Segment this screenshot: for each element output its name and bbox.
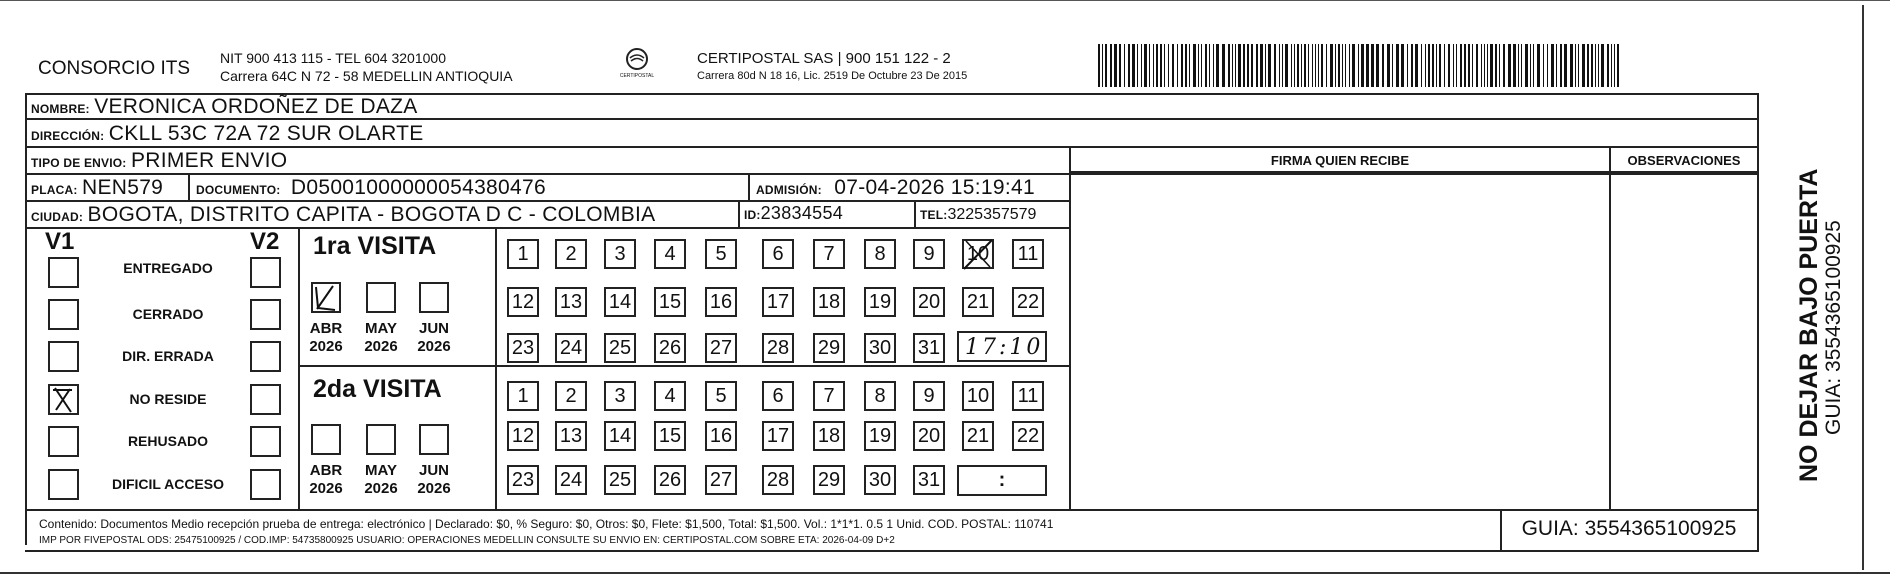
first-visit-day-30[interactable]: 30 xyxy=(864,333,896,363)
plate-value: NEN579 xyxy=(81,176,164,199)
v1-checkbox-dificil-acceso[interactable] xyxy=(48,469,79,500)
first-visit-day-2[interactable]: 2 xyxy=(555,239,587,269)
first-visit-day-6[interactable]: 6 xyxy=(762,239,794,269)
name-label: NOMBRE: xyxy=(31,102,90,116)
second-visit-day-23[interactable]: 23 xyxy=(507,465,539,495)
footer-imp: IMP POR FIVEPOSTAL ODS: 25475100925 / COD.IMP: 54735800925 USUARIO: OPERACIONES MEDELLIN CONSULTE SU ENVIO EN: CERTIPOSTAL.COM SOBRE ETA: 2026-04-09 D+2 xyxy=(39,535,895,546)
v2-checkbox-entregado[interactable] xyxy=(250,257,281,288)
month-name: ABR xyxy=(309,320,343,337)
month-name: MAY xyxy=(365,320,397,337)
first-visit-day-23[interactable]: 23 xyxy=(507,333,539,363)
first-visit-day-26[interactable]: 26 xyxy=(654,333,686,363)
address-row xyxy=(31,122,424,146)
month-year: 2026 xyxy=(417,480,451,497)
recipient-address: CKLL 53C 72A 72 SUR OLARTE xyxy=(108,122,424,145)
v2-checkbox-rehusado[interactable] xyxy=(250,426,281,457)
document-label: DOCUMENTO: xyxy=(196,183,281,197)
tel-label: TEL: xyxy=(920,208,948,222)
second-visit-day-17[interactable]: 17 xyxy=(762,421,794,451)
first-visit-day-21[interactable]: 21 xyxy=(962,287,994,317)
second-visit-month-may[interactable] xyxy=(366,424,396,455)
observations-area[interactable] xyxy=(1611,173,1757,509)
admission-label: ADMISIÓN: xyxy=(756,183,822,197)
v1-checkbox-no-reside[interactable] xyxy=(48,384,79,415)
v1-checkbox-rehusado[interactable] xyxy=(48,426,79,457)
first-visit-time-box[interactable] xyxy=(957,331,1047,362)
company-address: Carrera 64C N 72 - 58 MEDELLIN ANTIOQUIA xyxy=(220,68,513,84)
check-mark-icon xyxy=(960,237,996,271)
first-visit-day-15[interactable]: 15 xyxy=(654,287,686,317)
second-visit-day-4[interactable]: 4 xyxy=(654,381,686,411)
form-bottom-edge xyxy=(0,572,1890,574)
grid-bottom xyxy=(25,509,1759,511)
form-top-edge xyxy=(0,0,1890,1)
second-visit-day-10[interactable]: 10 xyxy=(962,381,994,411)
visit-days-divider xyxy=(495,227,497,510)
second-visit-title: 2da VISITA xyxy=(313,375,442,403)
v2-checkbox-dir-errada[interactable] xyxy=(250,341,281,372)
first-visit-month-jun[interactable] xyxy=(419,282,449,313)
second-visit-day-13[interactable]: 13 xyxy=(555,421,587,451)
shipment-type: PRIMER ENVIO xyxy=(130,149,288,172)
second-visit-day-14[interactable]: 14 xyxy=(604,421,636,451)
second-visit-day-5[interactable]: 5 xyxy=(705,381,737,411)
second-visit-time-box[interactable] xyxy=(957,465,1047,496)
admission-cell xyxy=(756,176,1035,200)
first-visit-day-12[interactable]: 12 xyxy=(507,287,539,317)
second-visit-day-2[interactable]: 2 xyxy=(555,381,587,411)
row-line-address-bottom xyxy=(25,146,1759,148)
second-visit-day-27[interactable]: 27 xyxy=(705,465,737,495)
month-name: ABR xyxy=(309,462,343,479)
second-visit-day-31[interactable]: 31 xyxy=(913,465,945,495)
second-visit-day-25[interactable]: 25 xyxy=(604,465,636,495)
tel-divider xyxy=(914,200,916,228)
company-name: CONSORCIO ITS xyxy=(38,58,191,79)
visit-option-label: NO RESIDE xyxy=(129,391,207,407)
first-visit-day-4[interactable]: 4 xyxy=(654,239,686,269)
second-visit-month-abr[interactable] xyxy=(311,424,341,455)
first-visit-day-28[interactable]: 28 xyxy=(762,333,794,363)
first-visit-day-20[interactable]: 20 xyxy=(913,287,945,317)
second-visit-time-separator: : xyxy=(998,469,1006,491)
type-label: TIPO DE ENVIO: xyxy=(31,156,127,170)
first-visit-month-abr[interactable] xyxy=(311,282,341,313)
logo-caption: CERTIPOSTAL xyxy=(619,73,655,79)
frame-left xyxy=(25,93,27,545)
second-visit-day-9[interactable]: 9 xyxy=(913,381,945,411)
certipostal-logo xyxy=(612,46,662,82)
carrier-name: CERTIPOSTAL SAS | 900 151 122 - 2 xyxy=(697,50,951,67)
visit-option-label: ENTREGADO xyxy=(123,260,213,276)
check-mark-icon xyxy=(50,386,77,413)
second-visit-day-28[interactable]: 28 xyxy=(762,465,794,495)
first-visit-day-5[interactable]: 5 xyxy=(705,239,737,269)
visit-option-label: DIFICIL ACCESO xyxy=(111,476,224,492)
company-nit: NIT 900 413 115 - TEL 604 3201000 xyxy=(220,50,446,66)
v1-checkbox-entregado[interactable] xyxy=(48,257,79,288)
v1-checkbox-cerrado[interactable] xyxy=(48,299,79,330)
first-visit-day-24[interactable]: 24 xyxy=(555,333,587,363)
first-visit-day-3[interactable]: 3 xyxy=(604,239,636,269)
first-visit-day-19[interactable]: 19 xyxy=(864,287,896,317)
admission-value: 07-04-2026 15:19:41 xyxy=(834,176,1035,199)
visit-options-divider xyxy=(298,227,300,510)
month-year: 2026 xyxy=(309,338,343,355)
v1-label: V1 xyxy=(45,228,75,255)
side-warning: NO DEJAR BAJO PUERTA xyxy=(1795,168,1823,482)
footer-bottom xyxy=(25,550,1759,552)
second-visit-day-6[interactable]: 6 xyxy=(762,381,794,411)
plate-divider xyxy=(188,173,190,201)
id-divider xyxy=(738,200,740,228)
month-year: 2026 xyxy=(417,338,451,355)
visit-split-line xyxy=(298,365,1071,367)
second-visit-day-30[interactable]: 30 xyxy=(864,465,896,495)
id-value: 23834554 xyxy=(760,203,844,223)
first-visit-month-label xyxy=(409,320,459,356)
first-visit-day-31[interactable]: 31 xyxy=(913,333,945,363)
first-visit-day-9[interactable]: 9 xyxy=(913,239,945,269)
visit-option-label: DIR. ERRADA xyxy=(122,348,214,364)
city-value: BOGOTA, DISTRITO CAPITA - BOGOTA D C - COLOMBIA xyxy=(87,203,656,226)
observations-header: OBSERVACIONES xyxy=(1627,153,1741,168)
second-visit-day-3[interactable]: 3 xyxy=(604,381,636,411)
document-value: D05001000000054380476 xyxy=(290,176,546,199)
second-visit-day-8[interactable]: 8 xyxy=(864,381,896,411)
name-row xyxy=(31,95,418,119)
first-visit-day-1[interactable]: 1 xyxy=(507,239,539,269)
v1-checkbox-dir-errada[interactable] xyxy=(48,341,79,372)
first-visit-day-27[interactable]: 27 xyxy=(705,333,737,363)
second-visit-day-21[interactable]: 21 xyxy=(962,421,994,451)
v2-checkbox-dificil-acceso[interactable] xyxy=(250,469,281,500)
second-visit-month-label xyxy=(356,462,406,498)
first-visit-day-8[interactable]: 8 xyxy=(864,239,896,269)
second-visit-day-18[interactable]: 18 xyxy=(813,421,845,451)
second-visit-day-24[interactable]: 24 xyxy=(555,465,587,495)
first-visit-day-22[interactable]: 22 xyxy=(1012,287,1044,317)
type-row xyxy=(31,149,287,173)
month-year: 2026 xyxy=(364,480,398,497)
document-cell xyxy=(196,176,546,200)
carrier-address: Carrera 80d N 18 16, Lic. 2519 De Octubre 23 De 2015 xyxy=(697,70,968,82)
month-year: 2026 xyxy=(309,480,343,497)
first-visit-month-label xyxy=(356,320,406,356)
month-name: JUN xyxy=(418,462,449,479)
second-visit-day-15[interactable]: 15 xyxy=(654,421,686,451)
v2-checkbox-cerrado[interactable] xyxy=(250,299,281,330)
plate-label: PLACA: xyxy=(31,183,78,197)
address-label: DIRECCIÓN: xyxy=(31,129,105,143)
second-visit-month-jun[interactable] xyxy=(419,424,449,455)
id-label: ID: xyxy=(744,208,761,222)
visit-option-label: REHUSADO xyxy=(127,433,209,449)
first-visit-day-25[interactable]: 25 xyxy=(604,333,636,363)
v2-label: V2 xyxy=(250,228,280,255)
first-visit-day-10[interactable]: 10 xyxy=(962,239,994,269)
footer-content: Contenido: Documentos Medio recepción prueba de entrega: electrónico | Declarado: $0, % Seguro: $0, Otros: $0, Flete: $1,500, Total: $1,500. Vol.: 1*1*1. 0.5 1 Unid. COD. POSTAL: 110741 xyxy=(39,517,1054,531)
first-visit-day-16[interactable]: 16 xyxy=(705,287,737,317)
second-visit-day-11[interactable]: 11 xyxy=(1012,381,1044,411)
frame-right xyxy=(1757,93,1759,552)
first-visit-day-17[interactable]: 17 xyxy=(762,287,794,317)
plate-cell xyxy=(31,176,163,200)
month-name: MAY xyxy=(365,462,397,479)
second-visit-month-label xyxy=(409,462,459,498)
visit-option-label: CERRADO xyxy=(132,306,204,322)
second-visit-day-20[interactable]: 20 xyxy=(913,421,945,451)
footer-guia: GUIA: 3554365100925 xyxy=(1521,517,1737,540)
form-right-edge xyxy=(1862,5,1864,570)
signature-area[interactable] xyxy=(1071,173,1609,509)
second-visit-day-26[interactable]: 26 xyxy=(654,465,686,495)
second-visit-day-22[interactable]: 22 xyxy=(1012,421,1044,451)
first-visit-time-handwritten: 17:10 xyxy=(965,335,1044,360)
second-visit-day-1[interactable]: 1 xyxy=(507,381,539,411)
tel-cell xyxy=(920,206,1036,224)
first-visit-day-29[interactable]: 29 xyxy=(813,333,845,363)
first-visit-day-13[interactable]: 13 xyxy=(555,287,587,317)
city-label: CIUDAD: xyxy=(31,210,84,224)
check-mark-icon xyxy=(313,284,339,311)
signature-header: FIRMA QUIEN RECIBE xyxy=(1270,153,1410,168)
month-name: JUN xyxy=(418,320,449,337)
second-visit-month-label xyxy=(301,462,351,498)
first-visit-day-18[interactable]: 18 xyxy=(813,287,845,317)
side-guia: GUIA: 3554365100925 xyxy=(1822,220,1845,435)
first-visit-day-11[interactable]: 11 xyxy=(1012,239,1044,269)
month-year: 2026 xyxy=(364,338,398,355)
first-visit-month-may[interactable] xyxy=(366,282,396,313)
second-visit-day-16[interactable]: 16 xyxy=(705,421,737,451)
recipient-name: VERONICA ORDOÑEZ DE DAZA xyxy=(94,95,418,118)
tel-value: 3225357579 xyxy=(947,206,1037,223)
second-visit-day-12[interactable]: 12 xyxy=(507,421,539,451)
city-cell xyxy=(31,203,655,227)
v2-checkbox-no-reside[interactable] xyxy=(250,384,281,415)
second-visit-day-29[interactable]: 29 xyxy=(813,465,845,495)
first-visit-day-14[interactable]: 14 xyxy=(604,287,636,317)
first-visit-month-label xyxy=(301,320,351,356)
first-visit-title: 1ra VISITA xyxy=(313,232,437,260)
barcode xyxy=(1098,44,1623,87)
id-cell xyxy=(744,203,843,224)
second-visit-day-7[interactable]: 7 xyxy=(813,381,845,411)
first-visit-day-7[interactable]: 7 xyxy=(813,239,845,269)
second-visit-day-19[interactable]: 19 xyxy=(864,421,896,451)
admission-divider xyxy=(748,173,750,201)
